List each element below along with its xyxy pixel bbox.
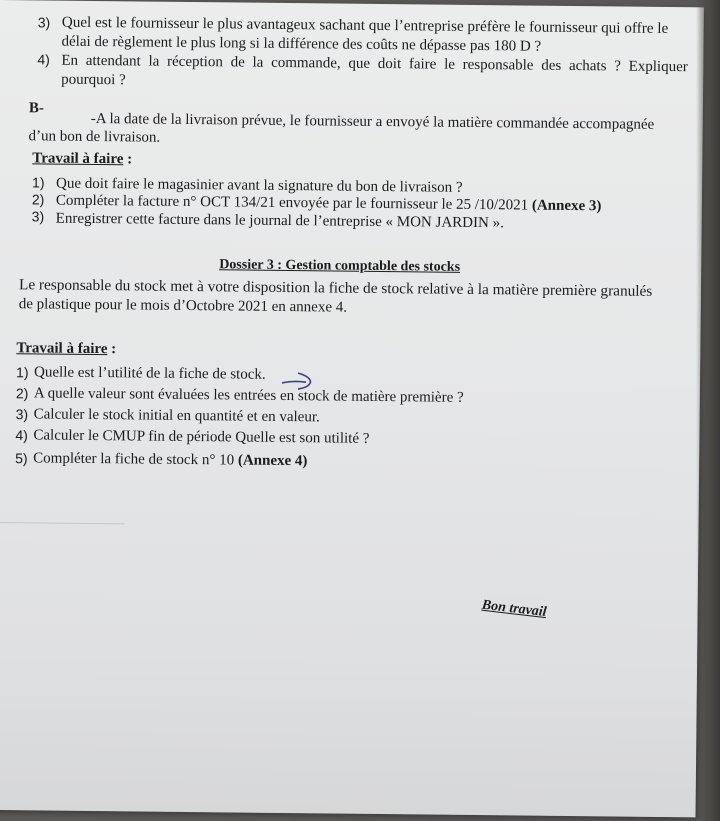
question-text: pourquoi ? [61,71,126,89]
question-number: 3) [15,406,29,423]
question-text: A quelle valeur sont évaluées les entrées en stock de matière première ? [33,385,464,406]
question-text: Quel est le fournisseur le plus avantageux sachant que l’entreprise préfère le fournisseur qui offre le [61,13,669,37]
closing-text: Bon travail [481,597,548,621]
question-text: délai de règlement le plus long si la différence des coûts ne dépasse pas 180 D ? [61,33,542,55]
question-text: Compléter la fiche de stock n° 10 (Annexe 4) [33,450,308,470]
handwritten-arrow-icon [280,369,320,391]
question-number: 4) [15,427,28,444]
question-text: Compléter la facture n° OCT 134/21 envoyée par le fournisseur le 25 /10/2021 (Annexe 3) [55,192,602,215]
question-number: 1) [16,364,29,381]
question-text: Calculer le stock initial en quantité et en valeur. [33,406,320,426]
dossier-title: Dossier 3 : Gestion comptable des stocks [219,257,461,275]
question-number: 3) [31,208,45,225]
question-number: 5) [15,450,28,467]
question-text: Quelle est l’utilité de la fiche de stock. [34,364,266,383]
divider [0,522,125,524]
paragraph-text: d’un bon de livraison. [28,128,161,146]
question-number: 2) [31,191,45,208]
question-number: 1) [32,174,45,191]
travail-heading: Travail à faire : [32,150,133,168]
question-number: 4) [37,51,50,68]
travail-heading: Travail à faire : [16,340,117,358]
photo-shadow [696,0,720,821]
question-text: Que doit faire le magasinier avant la signature du bon de livraison ? [55,175,463,196]
question-number: 2) [15,385,29,402]
section-label: B- [28,100,44,117]
question-text: Calculer le CMUP fin de période Quelle est son utilité ? [33,427,370,447]
question-number: 3) [37,14,51,31]
paragraph-text: Le responsable du stock met à votre disposition la fiche de stock relative à la matière première granulés [18,276,653,300]
paragraph-text: -A la date de la livraison prévue, le fournisseur a envoyé la matière commandée accompagnée [90,110,655,133]
question-text: Enregistrer cette facture dans le journal de l’entreprise « MON JARDIN ». [55,210,504,232]
question-text: En attendant la réception de la commande, que doit faire le responsable des achats ? Expliquer [61,52,688,76]
paragraph-text: de plastique pour le mois d’Octobre 2021 en annexe 4. [18,296,348,316]
